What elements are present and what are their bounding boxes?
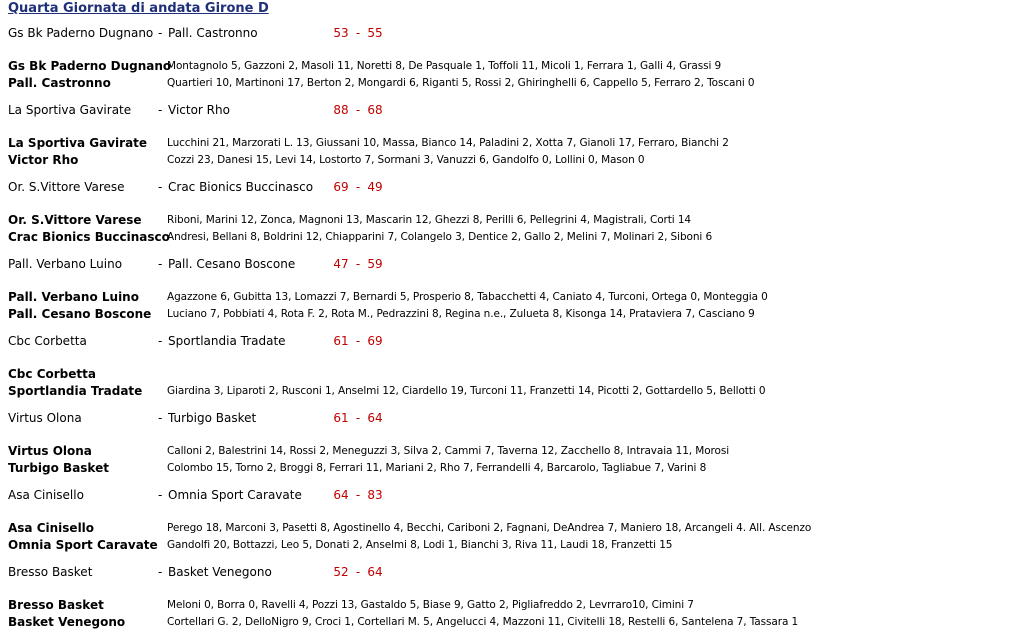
page-title[interactable]: Quarta Giornata di andata Girone D [8,1,269,16]
home-players-list: Montagnolo 5, Gazzoni 2, Masoli 11, Noretti 8, De Pasquale 1, Toffoli 11, Micoli 1, Ferrara 1, Galli 4, Grassi 9 [167,60,722,72]
home-score: 52 [333,565,349,579]
away-lineup-row [8,537,1008,554]
home-lineup-row [8,58,1008,75]
home-players-list: Calloni 2, Balestrini 14, Rossi 2, Meneguzzi 3, Silva 2, Cammi 7, Taverna 12, Zacchello 8, Intravaia 11, Morosi [167,445,730,457]
score-separator: - [355,180,361,194]
home-team-label: Pall. Verbano Luino [8,290,139,304]
home-team-label: Gs Bk Paderno Dugnano [8,59,172,73]
away-team-label: Turbigo Basket [8,461,109,475]
score-separator: - [355,26,361,40]
home-lineup-row [8,443,1008,460]
away-score: 69 [367,334,383,348]
away-lineup-row [8,152,1008,169]
away-score: 83 [367,488,383,502]
match-result-row [8,409,998,427]
away-score: 59 [367,257,383,271]
home-team-label: Cbc Corbetta [8,367,96,381]
match-result-row [8,563,998,581]
score-separator: - [355,257,361,271]
away-team-name: Pall. Castronno [168,26,258,40]
away-team-label: Pall. Cesano Boscone [8,307,152,321]
away-lineup-row [8,614,1008,631]
home-lineup-row [8,212,1008,229]
match-result-row [8,332,998,350]
away-players-list: Colombo 15, Torno 2, Broggi 8, Ferrari 11, Mariani 2, Rho 7, Ferrandelli 4, Barcarolo, Tagliabue 7, Varini 8 [167,462,707,474]
away-players-list: Quartieri 10, Martinoni 17, Berton 2, Mongardi 6, Riganti 5, Rossi 2, Ghiringhelli 6, Cappello 5, Ferraro 2, Toscani 0 [167,77,755,89]
home-team-name: Gs Bk Paderno Dugnano [8,26,154,40]
home-team-label: Virtus Olona [8,444,92,458]
away-team-name: Basket Venegono [168,565,272,579]
home-team-name: Pall. Verbano Luino [8,257,123,271]
home-team-name: La Sportiva Gavirate [8,103,132,117]
away-team-name: Omnia Sport Caravate [168,488,302,502]
away-players-list: Luciano 7, Pobbiati 4, Rota F. 2, Rota M., Pedrazzini 8, Regina n.e., Zulueta 8, Kisonga 14, Prataviera 7, Casciano 9 [167,308,755,320]
home-team-label: Or. S.Vittore Varese [8,213,142,227]
versus-separator: - [158,103,163,117]
score-separator: - [355,334,361,348]
score-separator: - [355,488,361,502]
away-team-label: Sportlandia Tradate [8,384,143,398]
match-result-row [8,255,998,273]
versus-separator: - [158,257,163,271]
away-lineup-row [8,460,1008,477]
away-score: 49 [367,180,383,194]
versus-separator: - [158,488,163,502]
home-score: 47 [333,257,349,271]
away-team-name: Sportlandia Tradate [168,334,286,348]
away-team-name: Turbigo Basket [168,411,257,425]
away-lineup-row [8,229,1008,246]
match-result-row [8,178,998,196]
home-lineup-row [8,289,1008,306]
home-score: 61 [333,334,349,348]
match-result-row [8,24,998,42]
away-team-name: Victor Rho [168,103,230,117]
away-players-list: Cozzi 23, Danesi 15, Levi 14, Lostorto 7, Sormani 3, Vanuzzi 6, Gandolfo 0, Lollini 0, Mason 0 [167,154,645,166]
away-score: 55 [367,26,383,40]
home-score: 69 [333,180,349,194]
home-players-list: Agazzone 6, Gubitta 13, Lomazzi 7, Bernardi 5, Prosperio 8, Tabacchetti 4, Caniato 4, Turconi, Ortega 0, Monteggia 0 [167,291,768,303]
home-players-list: Lucchini 21, Marzorati L. 13, Giussani 10, Massa, Bianco 14, Paladini 2, Xotta 7, Gianoli 17, Ferraro, Bianchi 2 [167,137,729,149]
home-score: 61 [333,411,349,425]
home-players-list: Riboni, Marini 12, Zonca, Magnoni 13, Mascarin 12, Ghezzi 8, Perilli 6, Pellegrini 4, Magistrali, Corti 14 [167,214,691,226]
away-players-list: Andresi, Bellani 8, Boldrini 12, Chiapparini 7, Colangelo 3, Dentice 2, Gallo 2, Melini 7, Molinari 2, Siboni 6 [167,231,713,243]
versus-separator: - [158,565,163,579]
home-score: 88 [333,103,349,117]
away-team-label: Victor Rho [8,153,79,167]
home-lineup-row [8,135,1008,152]
away-team-label: Omnia Sport Caravate [8,538,158,552]
away-team-name: Crac Bionics Buccinasco [168,180,314,194]
versus-separator: - [158,26,163,40]
score-separator: - [355,411,361,425]
away-score: 68 [367,103,383,117]
away-team-label: Basket Venegono [8,615,126,629]
home-lineup-row [8,597,1008,614]
score-separator: - [355,565,361,579]
home-score: 64 [333,488,349,502]
home-lineup-row [8,366,1008,383]
home-lineup-row [8,520,1008,537]
away-lineup-row [8,383,1008,400]
home-team-name: Virtus Olona [8,411,82,425]
match-result-row [8,486,998,504]
home-team-label: Bresso Basket [8,598,104,612]
away-score: 64 [367,565,383,579]
away-lineup-row [8,306,1008,323]
away-players-list: Cortellari G. 2, DelloNigro 9, Croci 1, Cortellari M. 5, Angelucci 4, Mazzoni 11, Civitelli 18, Restelli 6, Santelena 7, Tassara 1 [167,616,799,628]
home-team-name: Or. S.Vittore Varese [8,180,125,194]
away-lineup-row [8,75,1008,92]
away-score: 64 [367,411,383,425]
away-team-label: Crac Bionics Buccinasco [8,230,170,244]
home-players-list: Perego 18, Marconi 3, Pasetti 8, Agostinello 4, Becchi, Cariboni 2, Fagnani, DeAndrea 7, Maniero 18, Arcangeli 4. All. Ascenzo [167,522,812,534]
away-team-label: Pall. Castronno [8,76,111,90]
home-team-name: Asa Cinisello [8,488,84,502]
home-team-name: Cbc Corbetta [8,334,87,348]
away-players-list: Gandolfi 20, Bottazzi, Leo 5, Donati 2, Anselmi 8, Lodi 1, Bianchi 3, Riva 11, Laudi 18, Franzetti 15 [167,539,673,551]
score-separator: - [355,103,361,117]
away-team-name: Pall. Cesano Boscone [168,257,296,271]
versus-separator: - [158,334,163,348]
versus-separator: - [158,180,163,194]
home-team-name: Bresso Basket [8,565,93,579]
versus-separator: - [158,411,163,425]
home-team-label: La Sportiva Gavirate [8,136,148,150]
away-players-list: Giardina 3, Liparoti 2, Rusconi 1, Anselmi 12, Ciardello 19, Turconi 11, Franzetti 14, Picotti 2, Gottardello 5, Bellotti 0 [167,385,766,397]
home-score: 53 [333,26,349,40]
match-result-row [8,101,998,119]
home-players-list: Meloni 0, Borra 0, Ravelli 4, Pozzi 13, Gastaldo 5, Biase 9, Gatto 2, Pigliafreddo 2, Levrraro10, Cimini 7 [167,599,694,611]
home-team-label: Asa Cinisello [8,521,95,535]
